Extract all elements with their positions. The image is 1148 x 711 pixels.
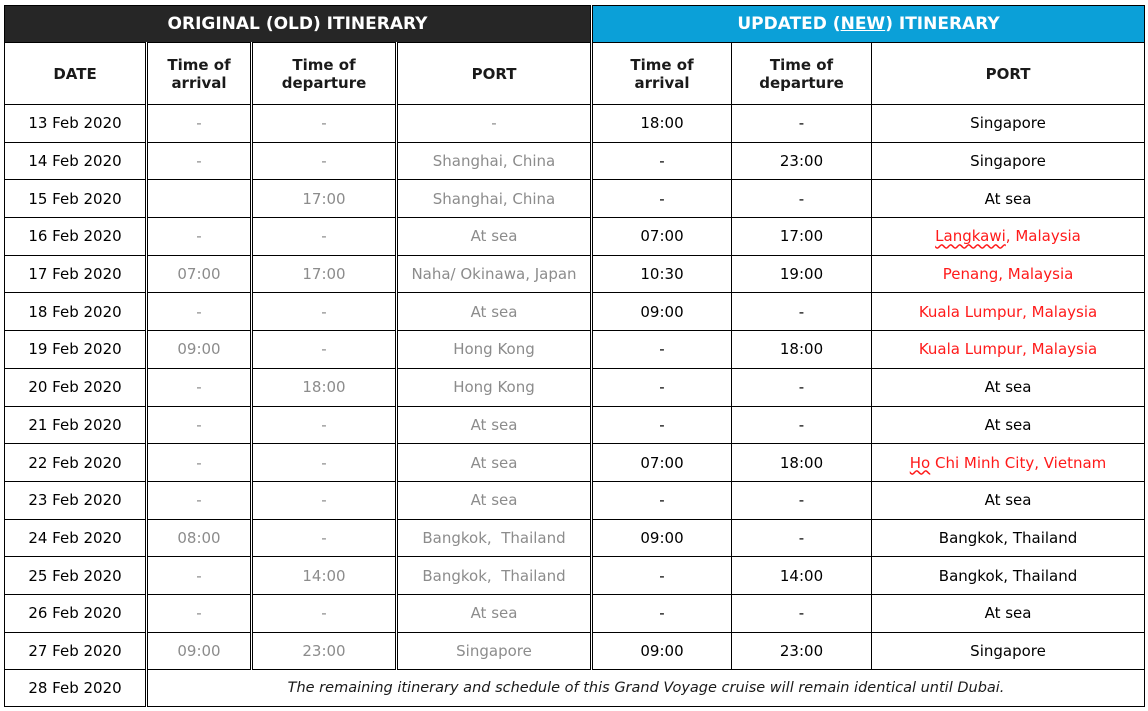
- new-departure-cell: -: [732, 594, 872, 632]
- old-arrival-cell: [147, 180, 252, 218]
- date-cell: 19 Feb 2020: [5, 331, 147, 369]
- table-row: [5, 255, 1145, 293]
- new-departure-cell: -: [732, 519, 872, 557]
- new-arrival-cell: -: [592, 368, 732, 406]
- date-cell: 13 Feb 2020: [5, 105, 147, 143]
- new-header-post: ) ITINERARY: [885, 14, 1000, 34]
- itinerary-table: [4, 5, 1145, 707]
- date-cell: 16 Feb 2020: [5, 218, 147, 256]
- old-departure-cell: 14:00: [252, 557, 397, 595]
- old-departure-cell: 17:00: [252, 255, 397, 293]
- table-row: [5, 594, 1145, 632]
- date-cell: 22 Feb 2020: [5, 444, 147, 482]
- new-port-cell: Bangkok, Thailand: [872, 557, 1145, 595]
- old-departure-cell: 17:00: [252, 180, 397, 218]
- final-row: [5, 670, 1145, 707]
- new-port-cell: Ho Chi Minh City, Vietnam: [872, 444, 1145, 482]
- remaining-itinerary-note: The remaining itinerary and schedule of this Grand Voyage cruise will remain identical until Dubai.: [147, 670, 1145, 707]
- header-band-row: [5, 6, 1145, 43]
- old-departure-cell: -: [252, 519, 397, 557]
- old-departure-cell: 18:00: [252, 368, 397, 406]
- old-arrival-cell: -: [147, 481, 252, 519]
- date-cell: 24 Feb 2020: [5, 519, 147, 557]
- date-cell: 20 Feb 2020: [5, 368, 147, 406]
- old-departure-cell: 23:00: [252, 632, 397, 670]
- table-row: [5, 444, 1145, 482]
- new-port-cell: Singapore: [872, 142, 1145, 180]
- date-cell: 26 Feb 2020: [5, 594, 147, 632]
- new-arrival-cell: 09:00: [592, 293, 732, 331]
- col-new-port: PORT: [872, 43, 1145, 105]
- new-port-cell: Kuala Lumpur, Malaysia: [872, 293, 1145, 331]
- new-port-cell: Singapore: [872, 105, 1145, 143]
- old-port-cell: At sea: [397, 293, 592, 331]
- old-port-cell: Shanghai, China: [397, 180, 592, 218]
- new-port-cell: At sea: [872, 406, 1145, 444]
- date-cell: 14 Feb 2020: [5, 142, 147, 180]
- old-port-cell: At sea: [397, 406, 592, 444]
- column-header-row: [5, 43, 1145, 105]
- col-old-arrival: Time of arrival: [147, 43, 252, 105]
- old-arrival-cell: 07:00: [147, 255, 252, 293]
- old-port-cell: Singapore: [397, 632, 592, 670]
- new-departure-cell: 14:00: [732, 557, 872, 595]
- new-arrival-cell: 07:00: [592, 218, 732, 256]
- table-row: [5, 331, 1145, 369]
- old-arrival-cell: -: [147, 444, 252, 482]
- old-port-cell: At sea: [397, 594, 592, 632]
- new-departure-cell: -: [732, 368, 872, 406]
- new-arrival-cell: -: [592, 481, 732, 519]
- col-new-departure: Time of departure: [732, 43, 872, 105]
- old-departure-cell: -: [252, 105, 397, 143]
- old-departure-cell: -: [252, 331, 397, 369]
- old-arrival-cell: 09:00: [147, 632, 252, 670]
- old-port-cell: Shanghai, China: [397, 142, 592, 180]
- new-arrival-cell: -: [592, 594, 732, 632]
- col-old-port: PORT: [397, 43, 592, 105]
- old-port-cell: At sea: [397, 218, 592, 256]
- new-port-cell: At sea: [872, 594, 1145, 632]
- old-port-cell: Hong Kong: [397, 368, 592, 406]
- new-arrival-cell: 10:30: [592, 255, 732, 293]
- old-arrival-cell: -: [147, 293, 252, 331]
- old-port-cell: -: [397, 105, 592, 143]
- old-port-cell: Bangkok, Thailand: [397, 519, 592, 557]
- new-port-cell: Penang, Malaysia: [872, 255, 1145, 293]
- table-row: [5, 557, 1145, 595]
- old-departure-cell: -: [252, 142, 397, 180]
- old-arrival-cell: -: [147, 218, 252, 256]
- new-arrival-cell: -: [592, 180, 732, 218]
- new-departure-cell: 18:00: [732, 444, 872, 482]
- new-arrival-cell: 07:00: [592, 444, 732, 482]
- date-cell: 21 Feb 2020: [5, 406, 147, 444]
- table-row: [5, 105, 1145, 143]
- old-port-cell: Hong Kong: [397, 331, 592, 369]
- col-new-arrival: Time of arrival: [592, 43, 732, 105]
- new-departure-cell: -: [732, 105, 872, 143]
- new-arrival-cell: -: [592, 406, 732, 444]
- col-date: DATE: [5, 43, 147, 105]
- new-departure-cell: -: [732, 481, 872, 519]
- new-port-cell: At sea: [872, 481, 1145, 519]
- table-row: [5, 293, 1145, 331]
- new-itinerary-header: [592, 6, 1145, 43]
- new-arrival-cell: 09:00: [592, 632, 732, 670]
- old-port-cell: Bangkok, Thailand: [397, 557, 592, 595]
- table-row: [5, 519, 1145, 557]
- itinerary-body: [5, 105, 1145, 707]
- old-port-cell: At sea: [397, 481, 592, 519]
- date-cell: 28 Feb 2020: [5, 670, 147, 707]
- old-arrival-cell: -: [147, 105, 252, 143]
- new-arrival-cell: 18:00: [592, 105, 732, 143]
- new-arrival-cell: 09:00: [592, 519, 732, 557]
- table-row: [5, 180, 1145, 218]
- table-row: [5, 632, 1145, 670]
- date-cell: 25 Feb 2020: [5, 557, 147, 595]
- old-itinerary-header: ORIGINAL (OLD) ITINERARY: [5, 6, 592, 43]
- new-port-cell: Langkawi, Malaysia: [872, 218, 1145, 256]
- new-port-cell: Kuala Lumpur, Malaysia: [872, 331, 1145, 369]
- old-arrival-cell: -: [147, 406, 252, 444]
- old-departure-cell: -: [252, 594, 397, 632]
- new-departure-cell: 23:00: [732, 632, 872, 670]
- old-departure-cell: -: [252, 481, 397, 519]
- new-departure-cell: -: [732, 293, 872, 331]
- new-header-underlined: NEW: [840, 14, 886, 34]
- old-arrival-cell: -: [147, 142, 252, 180]
- new-departure-cell: -: [732, 406, 872, 444]
- table-row: [5, 142, 1145, 180]
- new-departure-cell: 17:00: [732, 218, 872, 256]
- old-departure-cell: -: [252, 406, 397, 444]
- new-port-cell: Singapore: [872, 632, 1145, 670]
- date-cell: 27 Feb 2020: [5, 632, 147, 670]
- col-old-departure: Time of departure: [252, 43, 397, 105]
- date-cell: 17 Feb 2020: [5, 255, 147, 293]
- new-port-cell: At sea: [872, 368, 1145, 406]
- old-arrival-cell: 09:00: [147, 331, 252, 369]
- new-arrival-cell: -: [592, 142, 732, 180]
- old-arrival-cell: -: [147, 557, 252, 595]
- old-departure-cell: -: [252, 293, 397, 331]
- old-port-cell: Naha/ Okinawa, Japan: [397, 255, 592, 293]
- new-arrival-cell: -: [592, 331, 732, 369]
- new-header-pre: UPDATED (: [737, 14, 841, 34]
- old-arrival-cell: 08:00: [147, 519, 252, 557]
- new-departure-cell: 19:00: [732, 255, 872, 293]
- table-row: [5, 481, 1145, 519]
- new-departure-cell: 23:00: [732, 142, 872, 180]
- date-cell: 15 Feb 2020: [5, 180, 147, 218]
- table-row: [5, 218, 1145, 256]
- new-port-cell: Bangkok, Thailand: [872, 519, 1145, 557]
- date-cell: 23 Feb 2020: [5, 481, 147, 519]
- old-departure-cell: -: [252, 218, 397, 256]
- new-departure-cell: 18:00: [732, 331, 872, 369]
- new-departure-cell: -: [732, 180, 872, 218]
- new-arrival-cell: -: [592, 557, 732, 595]
- old-port-cell: At sea: [397, 444, 592, 482]
- old-arrival-cell: -: [147, 594, 252, 632]
- table-row: [5, 406, 1145, 444]
- table-row: [5, 368, 1145, 406]
- old-arrival-cell: -: [147, 368, 252, 406]
- old-departure-cell: -: [252, 444, 397, 482]
- date-cell: 18 Feb 2020: [5, 293, 147, 331]
- new-port-cell: At sea: [872, 180, 1145, 218]
